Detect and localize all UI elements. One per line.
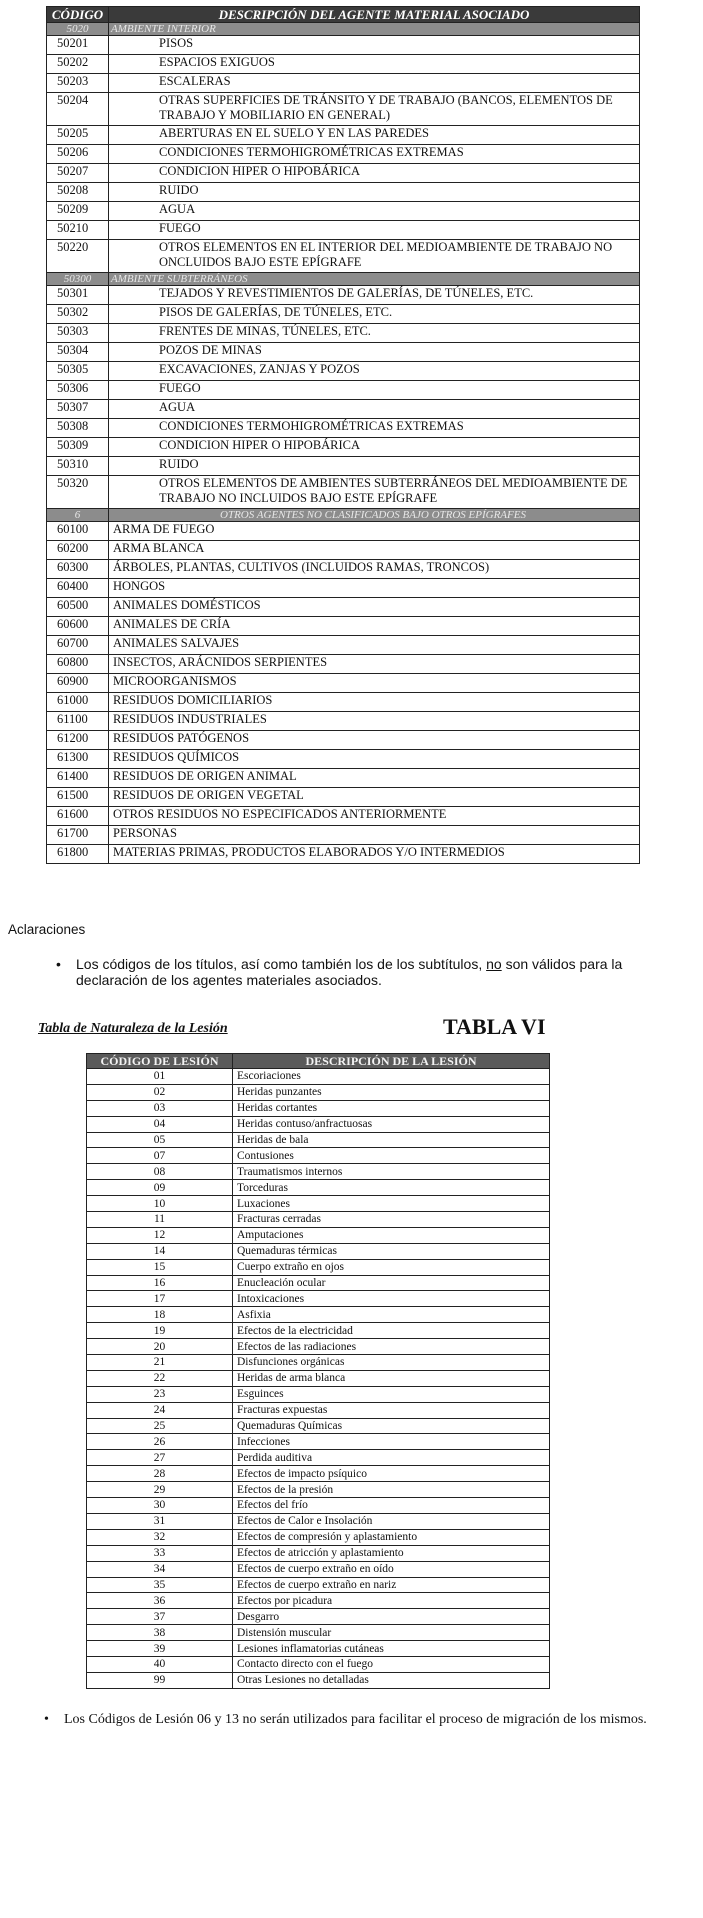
table-row <box>87 1180 550 1196</box>
row-description: HONGOS <box>109 579 640 598</box>
row-code: 50205 <box>47 126 109 145</box>
row-code: 60900 <box>47 674 109 693</box>
lesion-code: 17 <box>87 1291 233 1307</box>
lesion-code: 38 <box>87 1625 233 1641</box>
table-row <box>87 1418 550 1434</box>
row-description: CONDICION HIPER O HIPOBÁRICA <box>109 438 640 457</box>
row-code: 50204 <box>47 93 109 126</box>
row-description: MATERIAS PRIMAS, PRODUCTOS ELABORADOS Y/O INTERMEDIOS <box>109 845 640 864</box>
lesion-description: Efectos de la presión <box>233 1482 550 1498</box>
lesion-header-row <box>87 1054 550 1069</box>
row-code: 50303 <box>47 324 109 343</box>
row-description: RESIDUOS DOMICILIARIOS <box>109 693 640 712</box>
table-row <box>87 1402 550 1418</box>
lesion-table <box>86 1053 550 1689</box>
lesion-code: 07 <box>87 1148 233 1164</box>
lesion-description: Heridas de arma blanca <box>233 1370 550 1386</box>
table-row <box>87 1450 550 1466</box>
table-row <box>47 769 640 788</box>
lesion-code: 36 <box>87 1593 233 1609</box>
row-description: FUEGO <box>109 221 640 240</box>
table-row <box>87 1323 550 1339</box>
row-description: AGUA <box>109 202 640 221</box>
row-code: 50307 <box>47 400 109 419</box>
col-header-descripcion-lesion: DESCRIPCIÓN DE LA LESIÓN <box>233 1054 550 1069</box>
row-description: OTROS ELEMENTOS DE AMBIENTES SUBTERRÁNEOS DEL MEDIOAMBIENTE DE TRABAJO NO INCLUIDOS BAJO ESTE EPÍGRAFE <box>109 476 640 509</box>
table-row <box>47 522 640 541</box>
lesion-body <box>87 1069 550 1689</box>
lesion-code: 08 <box>87 1164 233 1180</box>
row-code: 50209 <box>47 202 109 221</box>
table-row <box>87 1243 550 1259</box>
lesion-code: 09 <box>87 1180 233 1196</box>
lesion-description: Heridas punzantes <box>233 1084 550 1100</box>
lesion-code: 39 <box>87 1641 233 1657</box>
lesion-code: 28 <box>87 1466 233 1482</box>
table-row <box>47 74 640 93</box>
row-code: 60400 <box>47 579 109 598</box>
col-header-codigo: CÓDIGO <box>47 7 109 23</box>
table-row <box>47 438 640 457</box>
table-row <box>47 145 640 164</box>
aclaraciones-text-after: son válidos para la declaración de los agentes materiales asociados. <box>76 956 623 988</box>
row-code: 50308 <box>47 419 109 438</box>
row-description: ÁRBOLES, PLANTAS, CULTIVOS (INCLUIDOS RAMAS, TRONCOS) <box>109 560 640 579</box>
table-row <box>87 1164 550 1180</box>
table-row <box>47 731 640 750</box>
table-row <box>47 712 640 731</box>
table-row <box>47 55 640 74</box>
table-row <box>47 324 640 343</box>
row-description: RESIDUOS PATÓGENOS <box>109 731 640 750</box>
lesion-code: 30 <box>87 1498 233 1514</box>
table-row <box>47 202 640 221</box>
row-description: ESCALERAS <box>109 74 640 93</box>
row-description: FUEGO <box>109 381 640 400</box>
lesion-description: Escoriaciones <box>233 1069 550 1085</box>
row-code: 50302 <box>47 305 109 324</box>
section-row <box>47 273 640 286</box>
section-row <box>47 509 640 522</box>
bullet-icon: • <box>44 1712 49 1727</box>
table-row <box>87 1498 550 1514</box>
lesion-description: Perdida auditiva <box>233 1450 550 1466</box>
row-description: ANIMALES DE CRÍA <box>109 617 640 636</box>
table-row <box>47 579 640 598</box>
table-row <box>47 750 640 769</box>
table-row <box>47 36 640 55</box>
section-title: AMBIENTE INTERIOR <box>109 23 640 36</box>
table-row <box>87 1434 550 1450</box>
row-description: ARMA DE FUEGO <box>109 522 640 541</box>
row-code: 61700 <box>47 826 109 845</box>
table-row <box>87 1482 550 1498</box>
row-description: CONDICIONES TERMOHIGROMÉTRICAS EXTREMAS <box>109 419 640 438</box>
row-description: OTRAS SUPERFICIES DE TRÁNSITO Y DE TRABAJO (BANCOS, ELEMENTOS DE TRABAJO Y MOBILIARIO EN GENERAL) <box>109 93 640 126</box>
table-row <box>47 617 640 636</box>
table-row <box>87 1132 550 1148</box>
table-row <box>87 1307 550 1323</box>
lesion-code: 24 <box>87 1402 233 1418</box>
table-row <box>87 1466 550 1482</box>
lesion-code: 20 <box>87 1339 233 1355</box>
row-description: MICROORGANISMOS <box>109 674 640 693</box>
table-row <box>47 541 640 560</box>
lesion-code: 11 <box>87 1212 233 1228</box>
row-description: ARMA BLANCA <box>109 541 640 560</box>
section-title: AMBIENTE SUBTERRÁNEOS <box>109 273 640 286</box>
lesion-description: Desgarro <box>233 1609 550 1625</box>
lesion-description: Efectos de la electricidad <box>233 1323 550 1339</box>
row-code: 50201 <box>47 36 109 55</box>
lesion-description: Heridas cortantes <box>233 1100 550 1116</box>
table-row <box>87 1196 550 1212</box>
table-row <box>47 560 640 579</box>
section-code: 5020 <box>47 23 109 36</box>
table-row <box>87 1355 550 1371</box>
table-row <box>87 1275 550 1291</box>
tabla-vi-label: TABLA VI <box>443 1014 546 1039</box>
lesion-description: Intoxicaciones <box>233 1291 550 1307</box>
lesion-description: Efectos por picadura <box>233 1593 550 1609</box>
section-row <box>47 23 640 36</box>
row-code: 60700 <box>47 636 109 655</box>
lesion-description: Efectos de compresión y aplastamiento <box>233 1529 550 1545</box>
table-row <box>87 1084 550 1100</box>
row-description: RUIDO <box>109 183 640 202</box>
section-title: OTROS AGENTES NO CLASIFICADOS BAJO OTROS EPÍGRAFES <box>109 509 640 522</box>
table-row <box>47 845 640 864</box>
row-description: CONDICIONES TERMOHIGROMÉTRICAS EXTREMAS <box>109 145 640 164</box>
row-description: RESIDUOS DE ORIGEN VEGETAL <box>109 788 640 807</box>
table-row <box>47 693 640 712</box>
row-description: FRENTES DE MINAS, TÚNELES, ETC. <box>109 324 640 343</box>
row-description: OTROS RESIDUOS NO ESPECIFICADOS ANTERIORMENTE <box>109 807 640 826</box>
lesion-description: Enucleación ocular <box>233 1275 550 1291</box>
lesion-description: Contacto directo con el fuego <box>233 1656 550 1672</box>
row-description: CONDICION HIPER O HIPOBÁRICA <box>109 164 640 183</box>
row-description: ESPACIOS EXIGUOS <box>109 55 640 74</box>
lesion-code: 40 <box>87 1656 233 1672</box>
row-code: 50210 <box>47 221 109 240</box>
row-code: 60300 <box>47 560 109 579</box>
table-row <box>47 93 640 126</box>
lesion-code: 19 <box>87 1323 233 1339</box>
lesion-description: Traumatismos internos <box>233 1164 550 1180</box>
row-description: PISOS <box>109 36 640 55</box>
row-code: 50320 <box>47 476 109 509</box>
row-code: 60800 <box>47 655 109 674</box>
lesion-code: 18 <box>87 1307 233 1323</box>
lesion-description: Fracturas expuestas <box>233 1402 550 1418</box>
table-row <box>47 362 640 381</box>
table-row <box>47 286 640 305</box>
table-row <box>87 1259 550 1275</box>
table-row <box>47 164 640 183</box>
lesion-code: 12 <box>87 1227 233 1243</box>
migracion-note <box>44 1712 674 1728</box>
lesion-code: 01 <box>87 1069 233 1085</box>
row-code: 50301 <box>47 286 109 305</box>
col-header-codigo-lesion: CÓDIGO DE LESIÓN <box>87 1054 233 1069</box>
aclaraciones-title: Aclaraciones <box>8 922 86 937</box>
table-row <box>87 1656 550 1672</box>
table-row <box>47 240 640 273</box>
row-code: 60100 <box>47 522 109 541</box>
row-description: RESIDUOS QUÍMICOS <box>109 750 640 769</box>
row-code: 60600 <box>47 617 109 636</box>
lesion-code: 35 <box>87 1577 233 1593</box>
lesion-description: Torceduras <box>233 1180 550 1196</box>
lesion-description: Amputaciones <box>233 1227 550 1243</box>
table-row <box>87 1609 550 1625</box>
table-row <box>47 636 640 655</box>
row-description: AGUA <box>109 400 640 419</box>
section-code: 6 <box>47 509 109 522</box>
agentes-header-row <box>47 7 640 23</box>
table-row <box>47 419 640 438</box>
row-code: 50306 <box>47 381 109 400</box>
row-code: 50220 <box>47 240 109 273</box>
row-code: 60200 <box>47 541 109 560</box>
naturaleza-subtitle: Tabla de Naturaleza de la Lesión <box>38 1021 228 1036</box>
lesion-description: Fracturas cerradas <box>233 1212 550 1228</box>
lesion-description: Efectos de Calor e Insolación <box>233 1513 550 1529</box>
lesion-description: Distensión muscular <box>233 1625 550 1641</box>
table-row <box>47 826 640 845</box>
table-row <box>47 126 640 145</box>
bullet-icon: • <box>56 956 61 972</box>
table-row <box>47 183 640 202</box>
col-header-descripcion: DESCRIPCIÓN DEL AGENTE MATERIAL ASOCIADO <box>109 7 640 23</box>
row-code: 61300 <box>47 750 109 769</box>
lesion-code: 05 <box>87 1132 233 1148</box>
lesion-code: 02 <box>87 1084 233 1100</box>
table-row <box>47 305 640 324</box>
table-row <box>87 1100 550 1116</box>
lesion-code: 15 <box>87 1259 233 1275</box>
lesion-code: 14 <box>87 1243 233 1259</box>
row-code: 50202 <box>47 55 109 74</box>
row-description: PISOS DE GALERÍAS, DE TÚNELES, ETC. <box>109 305 640 324</box>
row-code: 50309 <box>47 438 109 457</box>
lesion-description: Efectos de impacto psíquico <box>233 1466 550 1482</box>
lesion-description: Contusiones <box>233 1148 550 1164</box>
lesion-description: Quemaduras térmicas <box>233 1243 550 1259</box>
lesion-description: Efectos de cuerpo extraño en nariz <box>233 1577 550 1593</box>
lesion-description: Heridas de bala <box>233 1132 550 1148</box>
table-row <box>87 1641 550 1657</box>
row-code: 50305 <box>47 362 109 381</box>
lesion-description: Infecciones <box>233 1434 550 1450</box>
lesion-description: Efectos del frío <box>233 1498 550 1514</box>
lesion-code: 10 <box>87 1196 233 1212</box>
row-code: 50203 <box>47 74 109 93</box>
row-description: POZOS DE MINAS <box>109 343 640 362</box>
row-code: 61600 <box>47 807 109 826</box>
row-description: TEJADOS Y REVESTIMIENTOS DE GALERÍAS, DE TÚNELES, ETC. <box>109 286 640 305</box>
lesion-code: 03 <box>87 1100 233 1116</box>
lesion-description: Quemaduras Químicas <box>233 1418 550 1434</box>
row-code: 50206 <box>47 145 109 164</box>
table-row <box>87 1577 550 1593</box>
table-row <box>87 1227 550 1243</box>
lesion-description: Efectos de las radiaciones <box>233 1339 550 1355</box>
row-description: RESIDUOS INDUSTRIALES <box>109 712 640 731</box>
lesion-code: 31 <box>87 1513 233 1529</box>
table-row <box>47 381 640 400</box>
table-row <box>47 674 640 693</box>
row-code: 50304 <box>47 343 109 362</box>
table-row <box>87 1069 550 1085</box>
row-description: RUIDO <box>109 457 640 476</box>
lesion-code: 34 <box>87 1561 233 1577</box>
table-row <box>47 598 640 617</box>
table-row <box>87 1291 550 1307</box>
table-row <box>47 788 640 807</box>
lesion-code: 29 <box>87 1482 233 1498</box>
table-row <box>87 1370 550 1386</box>
lesion-description: Heridas contuso/anfractuosas <box>233 1116 550 1132</box>
section-code: 50300 <box>47 273 109 286</box>
lesion-description: Lesiones inflamatorias cutáneas <box>233 1641 550 1657</box>
table-row <box>47 655 640 674</box>
row-description: ANIMALES SALVAJES <box>109 636 640 655</box>
table-row <box>87 1545 550 1561</box>
lesion-code: 26 <box>87 1434 233 1450</box>
lesion-description: Cuerpo extraño en ojos <box>233 1259 550 1275</box>
lesion-description: Luxaciones <box>233 1196 550 1212</box>
table-row <box>47 807 640 826</box>
row-description: ANIMALES DOMÉSTICOS <box>109 598 640 617</box>
row-description: OTROS ELEMENTOS EN EL INTERIOR DEL MEDIOAMBIENTE DE TRABAJO NO ONCLUIDOS BAJO ESTE EPÍGRAFE <box>109 240 640 273</box>
row-description: ABERTURAS EN EL SUELO Y EN LAS PAREDES <box>109 126 640 145</box>
aclaraciones-text-before: Los códigos de los títulos, así como también los de los subtítulos, <box>76 956 487 972</box>
lesion-description: Esguinces <box>233 1386 550 1402</box>
table-row <box>47 457 640 476</box>
lesion-code: 99 <box>87 1672 233 1688</box>
lesion-code: 25 <box>87 1418 233 1434</box>
aclaraciones-text-no: no <box>486 956 502 972</box>
table-row <box>87 1386 550 1402</box>
table-row <box>87 1116 550 1132</box>
row-code: 50310 <box>47 457 109 476</box>
aclaraciones-bullet <box>56 956 684 988</box>
lesion-code: 27 <box>87 1450 233 1466</box>
row-code: 60500 <box>47 598 109 617</box>
row-description: RESIDUOS DE ORIGEN ANIMAL <box>109 769 640 788</box>
table-row <box>87 1672 550 1688</box>
lesion-description: Efectos de cuerpo extraño en oído <box>233 1561 550 1577</box>
lesion-code: 37 <box>87 1609 233 1625</box>
table-row <box>47 476 640 509</box>
table-row <box>87 1561 550 1577</box>
row-code: 61500 <box>47 788 109 807</box>
agentes-body <box>47 23 640 864</box>
row-code: 61100 <box>47 712 109 731</box>
lesion-code: 04 <box>87 1116 233 1132</box>
lesion-code: 16 <box>87 1275 233 1291</box>
lesion-description: Efectos de atricción y aplastamiento <box>233 1545 550 1561</box>
lesion-code: 23 <box>87 1386 233 1402</box>
lesion-code: 22 <box>87 1370 233 1386</box>
row-code: 61000 <box>47 693 109 712</box>
table-row <box>47 343 640 362</box>
lesion-code: 32 <box>87 1529 233 1545</box>
row-code: 50207 <box>47 164 109 183</box>
lesion-code: 21 <box>87 1355 233 1371</box>
agentes-table <box>46 6 640 864</box>
table-row <box>87 1212 550 1228</box>
table-row <box>87 1513 550 1529</box>
table-row <box>47 400 640 419</box>
lesion-code: 33 <box>87 1545 233 1561</box>
table-row <box>87 1529 550 1545</box>
row-description: INSECTOS, ARÁCNIDOS SERPIENTES <box>109 655 640 674</box>
row-code: 61800 <box>47 845 109 864</box>
row-code: 50208 <box>47 183 109 202</box>
row-code: 61400 <box>47 769 109 788</box>
table-row <box>87 1148 550 1164</box>
table-row <box>47 221 640 240</box>
row-code: 61200 <box>47 731 109 750</box>
migracion-note-text: Los Códigos de Lesión 06 y 13 no serán utilizados para facilitar el proceso de migración de los mismos. <box>64 1712 647 1727</box>
table-row <box>87 1593 550 1609</box>
row-description: PERSONAS <box>109 826 640 845</box>
lesion-description: Otras Lesiones no detalladas <box>233 1672 550 1688</box>
lesion-description: Asfixia <box>233 1307 550 1323</box>
table-row <box>87 1625 550 1641</box>
row-description: EXCAVACIONES, ZANJAS Y POZOS <box>109 362 640 381</box>
lesion-description: Disfunciones orgánicas <box>233 1355 550 1371</box>
table-row <box>87 1339 550 1355</box>
